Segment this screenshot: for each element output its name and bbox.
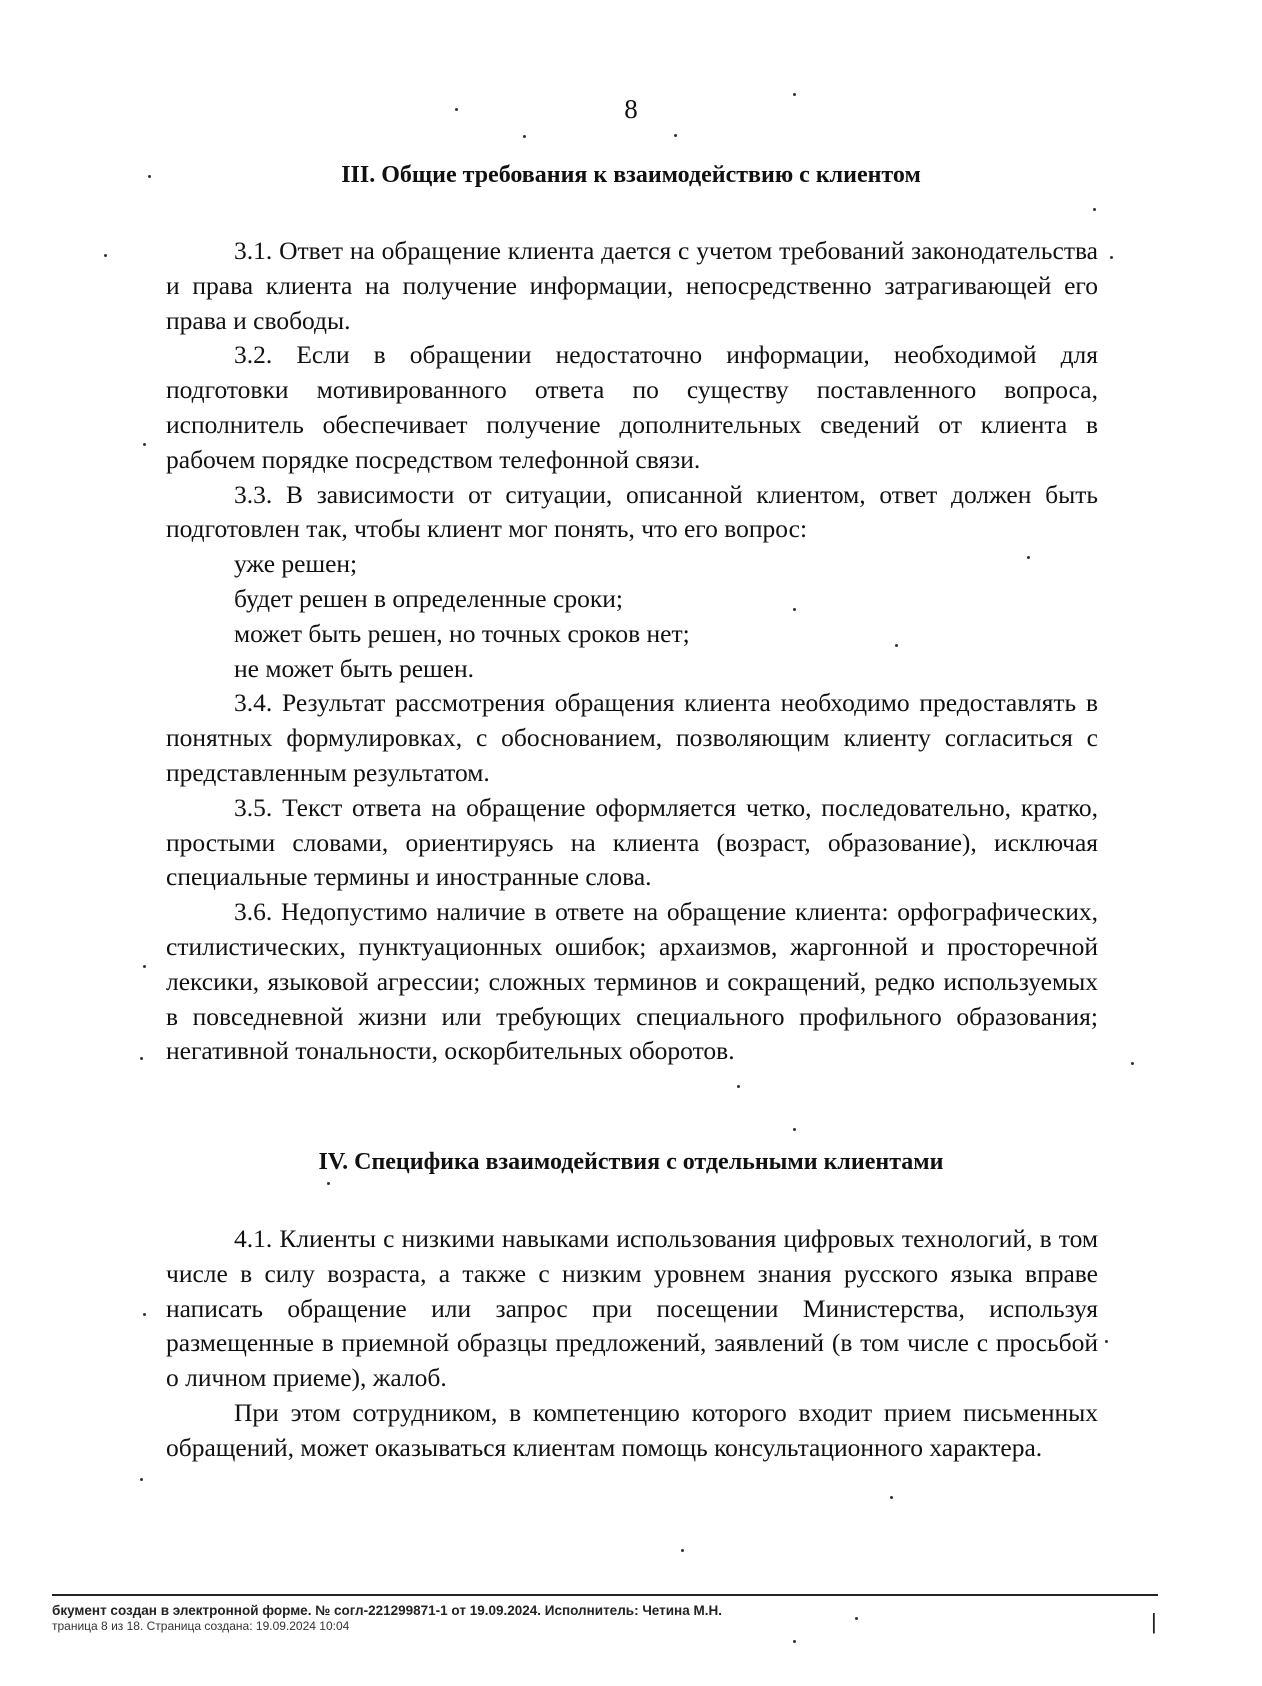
paragraph-3-3: 3.3. В зависимости от ситуации, описанной клиентом, ответ должен быть подготовлен так, чтобы клиент мог понять, что его вопрос: [166,479,1098,544]
scan-speck [1110,256,1113,259]
scan-speck [143,965,146,968]
scan-speck [1027,556,1030,559]
scan-speck [143,1313,146,1316]
list-item: может быть решен, но точных сроков нет; [234,618,690,648]
scan-speck [140,1478,143,1481]
scan-speck [674,134,677,137]
scan-speck [793,608,796,611]
scan-speck [148,175,151,178]
paragraph-3-2: 3.2. Если в обращении недостаточно информации, необходимой для подготовки мотивированного ответа по существу поставленного вопроса, исполнитель обеспечивает получение дополнительных сведений от клиента в рабочем порядке посредством телефонной связи. [166,340,1098,474]
page-number: 8 [624,94,638,124]
scan-speck [737,1085,740,1088]
scan-speck [455,108,458,111]
scan-speck [327,1182,330,1185]
list-item: будет решен в определенные сроки; [234,583,623,613]
section-4-body [166,1222,1098,1466]
list-item: не может быть решен. [234,653,475,683]
scan-speck [140,1057,143,1060]
paragraph-3-5: 3.5. Текст ответа на обращение оформляется четко, последовательно, кратко, простыми словами, ориентируясь на клиента (возраст, образование), исключая специальные термины и иностранные слова. [166,792,1098,892]
corner-mark: | [1151,1609,1157,1634]
scan-speck [1131,1062,1134,1065]
footer-divider [52,1594,1158,1596]
scan-speck [1093,208,1096,211]
paragraph-3-1: 3.1. Ответ на обращение клиента дается с учетом требований законодательства и права клиента на получение информации, непосредственно затрагивающей его права и свободы. [166,236,1098,335]
scan-speck [1105,1340,1108,1343]
section-4-title: IV. Специфика взаимодействия с отдельными клиентами [318,1149,944,1175]
section-3-body [166,234,1098,1069]
paragraph-4-1: 4.1. Клиенты с низкими навыками использования цифровых технологий, в том числе в силу возраста, а также с низким уровнем знания русского языка вправе написать обращение или запрос при посещении Министерства, используя размещенные в приемной образцы предложений, заявлений (в том числе с просьбой о личном приеме), жалоб. [166,1224,1098,1393]
scan-speck [143,443,146,446]
scan-speck [681,1549,684,1552]
scan-speck [855,1617,858,1620]
scan-speck [793,1128,796,1131]
paragraph-4-2: При этом сотрудником, в компетенцию которого входит прием письменных обращений, может оказываться клиентам помощь консультационного характера. [166,1397,1098,1462]
scan-speck [793,1640,796,1643]
scan-speck [895,644,898,647]
footer-document-info: бкумент создан в электронной форме. № согл-221299871-1 от 19.09.2024. Исполнитель: Четина М.Н. [52,1603,722,1618]
scan-speck [890,1496,893,1499]
scan-speck [793,93,796,96]
scan-speck [523,135,526,138]
list-item: уже решен; [234,549,358,579]
section-3-title: III. Общие требования к взаимодействию с клиентом [341,162,921,188]
paragraph-3-4: 3.4. Результат рассмотрения обращения клиента необходимо предоставлять в понятных формулировках, с обоснованием, позволяющим клиенту согласиться с представленным результатом. [166,688,1098,787]
paragraph-3-6: 3.6. Недопустимо наличие в ответе на обращение клиента: орфографических, стилистических, пунктуационных ошибок; архаизмов, жаргонной и просторечной лексики, языковой агрессии; сложных терминов и сокращений, редко используемых в повседневной жизни или требующих специального профильного образования; негативной тональности, оскорбительных оборотов. [166,897,1098,1066]
scan-speck [104,254,107,257]
footer-page-info: траница 8 из 18. Страница создана: 19.09.2024 10:04 [52,1619,350,1633]
